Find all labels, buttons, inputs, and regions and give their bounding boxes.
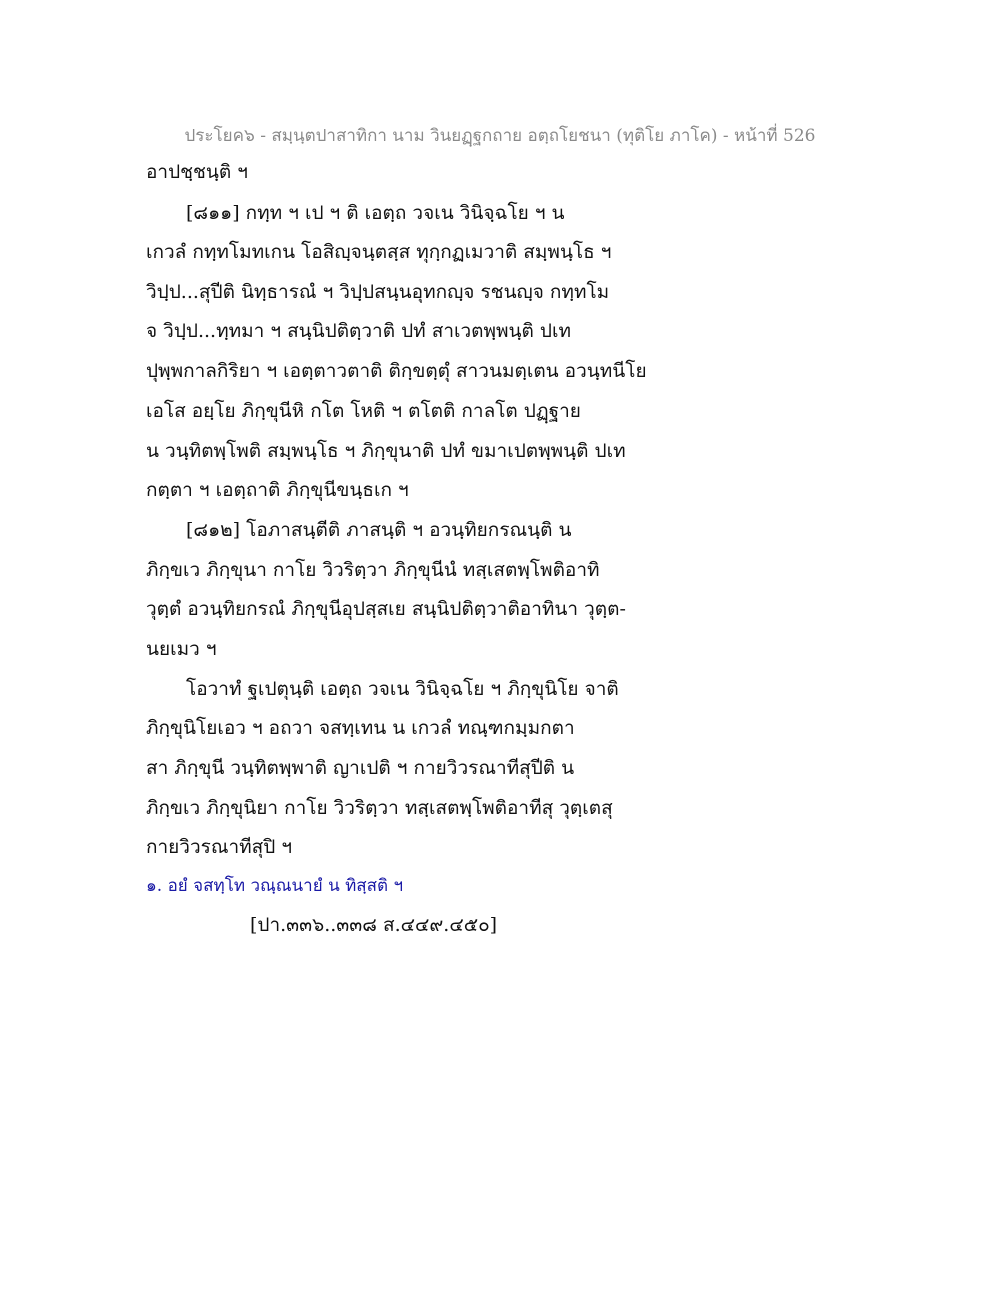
body-line: ภิกฺขุนิโยเอว ฯ อถวา จสทฺเทน น เกวลํ ทณฺฑกมฺมกตา bbox=[146, 717, 575, 739]
body-line: [๘๑๒] โอภาสนฺตีติ ภาสนฺติ ฯ อวนฺทิยกรณนฺติ น bbox=[186, 519, 572, 541]
body-line: นยเมว ฯ bbox=[146, 638, 217, 660]
body-line: สา ภิกฺขุนี วนฺทิตพฺพาติ ญาเปติ ฯ กายวิวรณาทีสุปีติ น bbox=[146, 757, 575, 779]
page-reference: [ปา.๓๓๖..๓๓๘ ส.๔๔๙.๔๕๐] bbox=[250, 914, 498, 936]
body-line: ภิกฺขเว ภิกฺขุนิยา กาโย วิวริตฺวา ทสฺเสตพฺโพติอาทีสุ วุตฺเตสุ bbox=[146, 797, 613, 819]
body-line: วุตฺตํ อวนฺทิยกรณํ ภิกฺขุนีอุปสฺสเย สนฺนิปติตฺวาติอาทินา วุตฺต- bbox=[146, 598, 626, 620]
body-line: เอโส อยฺโย ภิกฺขุนีหิ กโต โหติ ฯ ตโตติ กาลโต ปฏฺฐาย bbox=[146, 400, 581, 422]
body-line: อาปชฺชนฺติ ฯ bbox=[146, 161, 248, 183]
page-header: ประโยค๖ - สมฺนฺตปาสาทิกา นาม วินยฏฺฐกถาย อตฺถโยชนา (ทุติโย ภาโค) - หน้าที่ 526 bbox=[184, 126, 816, 146]
body-line: วิปฺป...สุปีติ นิทฺธารณํ ฯ วิปฺปสนฺนอุทกญฺจ รชนญฺจ กทฺทโม bbox=[146, 281, 610, 303]
body-line: [๘๑๑] กทฺท ฯ เป ฯ ติ เอตฺถ วจเน วินิจฺฉโย ฯ น bbox=[186, 202, 565, 224]
body-line: น วนฺทิตพฺโพติ สมฺพนฺโธ ฯ ภิกฺขุนาติ ปทํ ขมาเปตพฺพนฺติ ปเท bbox=[146, 440, 626, 462]
body-line: กายวิวรณาทีสุปิ ฯ bbox=[146, 836, 293, 858]
body-line: โอวาทํ ฐเปตุนฺติ เอตฺถ วจเน วินิจฺฉโย ฯ ภิกฺขุนิโย จาติ bbox=[186, 678, 619, 700]
footnote: ๑. อยํ จสทฺโท วณฺณนายํ น ทิสฺสติ ฯ bbox=[146, 876, 404, 896]
body-line: จ วิปฺป...ทฺทมา ฯ สนฺนิปติตฺวาติ ปทํ สาเวตพฺพนฺติ ปเท bbox=[146, 320, 571, 342]
body-line: กตฺตา ฯ เอตฺถาติ ภิกฺขุนีขนฺธเก ฯ bbox=[146, 479, 409, 501]
body-line: ภิกฺขเว ภิกฺขุนา กาโย วิวริตฺวา ภิกฺขุนีนํ ทสฺเสตพฺโพติอาทิ bbox=[146, 559, 600, 581]
body-line: เกวลํ กทฺทโมทเกน โอสิญฺจนฺตสฺส ทุกฺกฏเมวาติ สมฺพนฺโธ ฯ bbox=[146, 241, 612, 263]
body-line: ปุพฺพกาลกิริยา ฯ เอตฺตาวตาติ ติกฺขตฺตุํ สาวนมตฺเตน อวนฺทนีโย bbox=[146, 360, 647, 382]
